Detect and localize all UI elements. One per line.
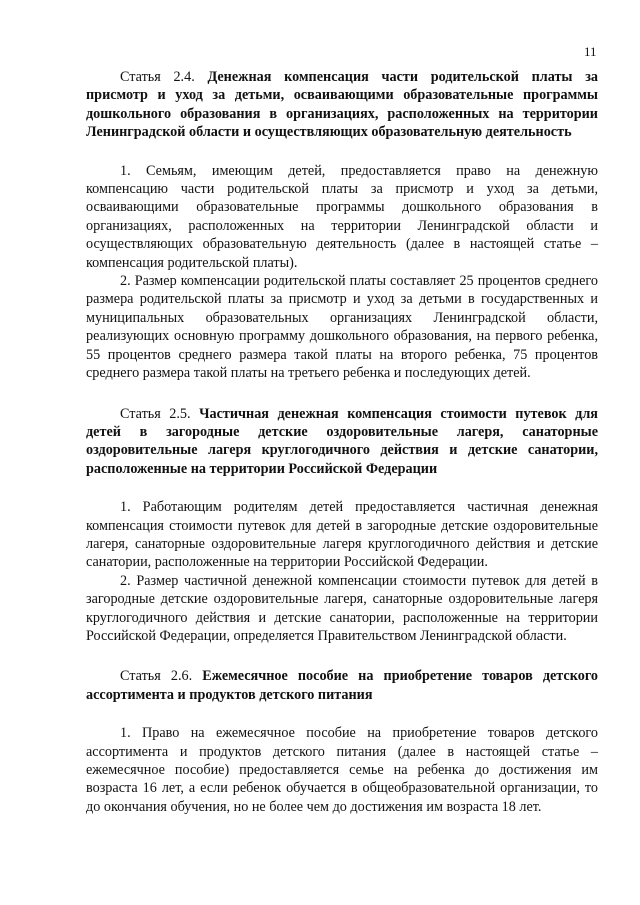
article-heading [86, 667, 598, 704]
article-paragraph: 1. Работающим родителям детей предоставляется частичная денежная компенсация стоимости путевок для детей в загородные детские оздоровительные лагеря, санаторные оздоровительные лагеря круглогодичного действия и детские санатории, расположенные на территории Российской Федерации. [86, 499, 598, 571]
article-heading [86, 68, 598, 142]
article-title: Ежемесячное пособие на приобретение товаров детского ассортимента и продуктов детского питания [86, 668, 598, 703]
article-label: Статья 2.6. [120, 668, 193, 685]
article-title: Частичная денежная компенсация стоимости путевок для детей в загородные детские оздоровительные лагеря, санаторные оздоровительные лагеря круглогодичного действия и детские санатории, расположенные на территории Российской Федерации [86, 405, 598, 477]
article-paragraph: 1. Семьям, имеющим детей, предоставляется право на денежную компенсацию части родительской платы за присмотр и уход за детьми, осваивающими образовательные программы дошкольного образования в организациях, расположенных на территории Ленинградской области и осуществляющих образовательную деятельность (далее в настоящей статье – компенсация родительской платы). [86, 162, 598, 271]
article-2-5 [86, 405, 598, 646]
article-2-4 [86, 68, 598, 383]
article-title: Денежная компенсация части родительской платы за присмотр и уход за детьми, осваивающими образовательные программы дошкольного образования в организациях, расположенных на территории Ленинградской области и осуществляющих образовательную деятельность [86, 69, 599, 141]
article-heading [86, 405, 598, 479]
article-paragraph: 1. Право на ежемесячное пособие на приобретение товаров детского ассортимента и продуктов детского питания (далее в настоящей статье – ежемесячное пособие) предоставляется семье на ребенка до достижения им возраста 16 лет, а если ребенок обучается в общеобразовательной организации, то до окончания обучения, но не более чем до достижения им возраста 18 лет. [86, 725, 598, 815]
article-label: Статья 2.4. [120, 69, 195, 85]
page-number: 11 [584, 44, 597, 59]
article-paragraph: 2. Размер компенсации родительской платы составляет 25 процентов среднего размера родительской платы за присмотр и уход за детьми в государственных и муниципальных образовательных организациях Ленинградской области, реализующих основную программу дошкольного образования, на первого ребенка, 55 процентов среднего размера такой платы на второго ребенка, 75 процентов среднего размера такой платы на третьего ребенка и последующих детей. [86, 273, 598, 382]
article-label: Статья 2.5. [120, 405, 191, 422]
document-body [86, 68, 598, 816]
article-2-6 [86, 667, 598, 816]
article-paragraph: 2. Размер частичной денежной компенсации стоимости путевок для детей в загородные детские оздоровительные лагеря, санаторные оздоровительные лагеря круглогодичного действия и детские санатории, расположенные на территории Российской Федерации, определяется Правительством Ленинградской области. [86, 572, 598, 644]
